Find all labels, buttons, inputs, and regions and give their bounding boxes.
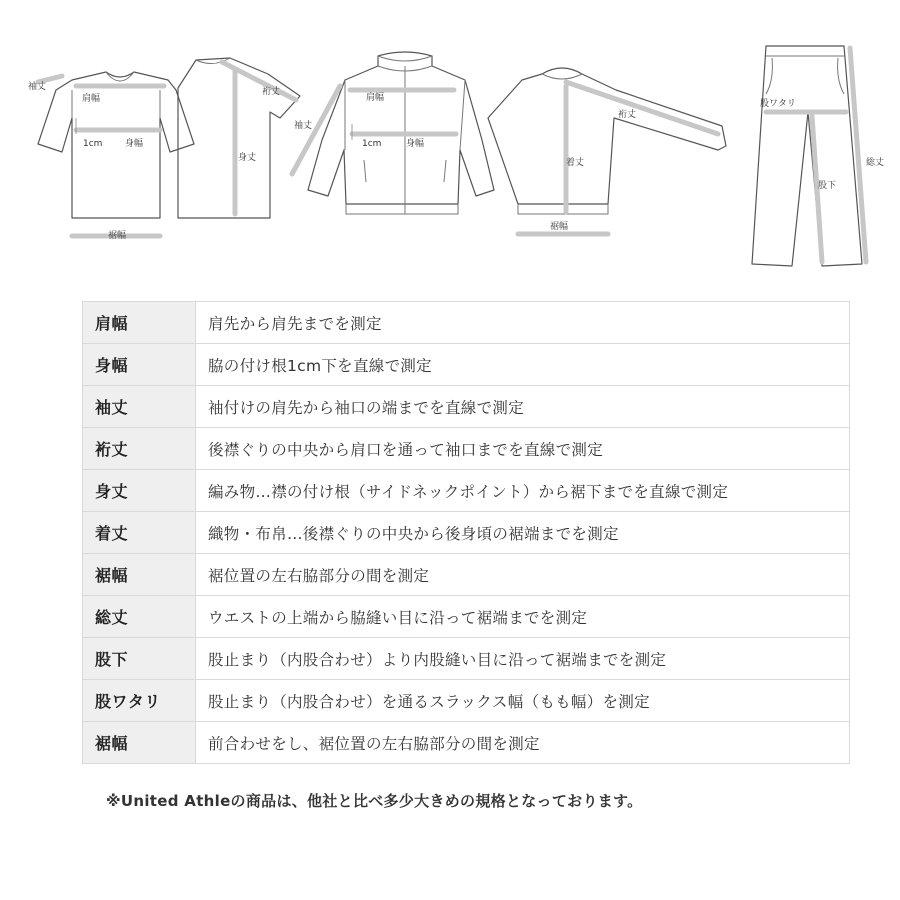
table-row (83, 386, 850, 428)
measurement-term: 股下 (83, 638, 196, 680)
table-row (83, 638, 850, 680)
jacket-shoulder-label: 肩幅 (366, 93, 385, 103)
table-row (83, 428, 850, 470)
measurement-description: 脇の付け根1cm下を直線で測定 (196, 344, 850, 386)
jacket-sleeve-label: 袖丈 (294, 121, 313, 131)
measurement-definitions-table (82, 301, 850, 764)
table-row (83, 344, 850, 386)
jacket-offset-label: 1cm (362, 139, 382, 149)
measurement-term: 袖丈 (83, 386, 196, 428)
jacket-length-label: 着丈 (566, 158, 585, 168)
tshirt-sleeve-label: 袖丈 (28, 82, 47, 92)
tshirt-body-length-label: 身丈 (238, 153, 257, 163)
table-row (83, 554, 850, 596)
jacket-front-illustration (292, 52, 494, 214)
table-row (83, 680, 850, 722)
tshirt-hem-label: 裾幅 (108, 231, 127, 241)
jacket-hem-label: 裾幅 (550, 222, 569, 232)
measurement-description: 後襟ぐりの中央から肩口を通って袖口までを直線で測定 (196, 428, 850, 470)
tshirt-offset-label: 1cm (83, 139, 103, 149)
measurement-term: 身丈 (83, 470, 196, 512)
tshirt-yuki-label: 裄丈 (262, 87, 281, 97)
tshirt-front-illustration (38, 72, 194, 236)
table-row (83, 596, 850, 638)
jacket-chest-label: 身幅 (406, 139, 425, 149)
measurement-term: 着丈 (83, 512, 196, 554)
pants-total-label: 総丈 (866, 158, 885, 168)
pants-inseam-label: 股下 (818, 181, 837, 191)
jacket-back-illustration (488, 68, 726, 234)
measurement-description: 股止まり（内股合わせ）を通るスラックス幅（もも幅）を測定 (196, 680, 850, 722)
table-row (83, 302, 850, 344)
table-row (83, 470, 850, 512)
tshirt-shoulder-label: 肩幅 (82, 94, 101, 104)
tshirt-back-illustration (178, 58, 300, 218)
measurement-description: 前合わせをし、裾位置の左右脇部分の間を測定 (196, 722, 850, 764)
measurement-description: 織物・布帛…後襟ぐりの中央から後身頃の裾端までを測定 (196, 512, 850, 554)
measurement-description: 裾位置の左右脇部分の間を測定 (196, 554, 850, 596)
pants-rise-label: 股ワタリ (760, 99, 796, 109)
table-row (83, 722, 850, 764)
tshirt-chest-label: 身幅 (125, 139, 144, 149)
measurement-term: 裾幅 (83, 722, 196, 764)
measurement-description: ウエストの上端から脇縫い目に沿って裾端までを測定 (196, 596, 850, 638)
measurement-term: 身幅 (83, 344, 196, 386)
measurement-description: 袖付けの肩先から袖口の端までを直線で測定 (196, 386, 850, 428)
measurement-term: 股ワタリ (83, 680, 196, 722)
measurement-term: 裄丈 (83, 428, 196, 470)
measurement-term: 裾幅 (83, 554, 196, 596)
measurement-description: 肩先から肩先までを測定 (196, 302, 850, 344)
measurement-term: 肩幅 (83, 302, 196, 344)
jacket-yuki-label: 裄丈 (618, 110, 637, 120)
measurement-description: 編み物…襟の付け根（サイドネックポイント）から裾下までを直線で測定 (196, 470, 850, 512)
table-row (83, 512, 850, 554)
pants-illustration (752, 46, 866, 266)
measurement-term: 総丈 (83, 596, 196, 638)
measurement-description: 股止まり（内股合わせ）より内股縫い目に沿って裾端までを測定 (196, 638, 850, 680)
size-measurement-diagram (0, 0, 900, 290)
footnote: ※United Athleの商品は、他社と比べ多少大きめの規格となっております。 (106, 792, 643, 810)
